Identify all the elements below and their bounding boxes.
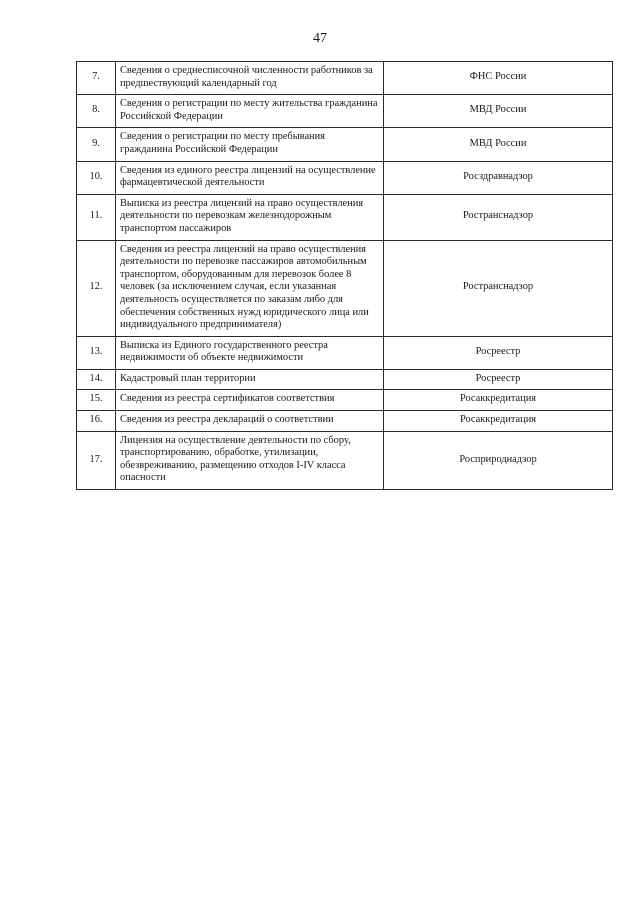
row-agency: МВД России [384,95,613,128]
row-description: Сведения из реестра лицензий на право осуществления деятельности по перевозке пассажиров автомобильным транспортом, оборудованным для перевозок более 8 человек (за исключением случая, если указанная деятельность осуществляется по заказам либо для обеспечения собственных нужд юридического лица или индивидуального предпринимателя) [116,240,384,336]
table-row [77,194,613,240]
table-row [77,240,613,336]
row-agency: Росаккредитация [384,411,613,432]
row-description: Сведения о регистрации по месту пребывания гражданина Российской Федерации [116,128,384,161]
row-description: Кадастровый план территории [116,369,384,390]
row-number: 14. [77,369,116,390]
table-row [77,411,613,432]
row-agency: Росреестр [384,369,613,390]
row-agency: Ространснадзор [384,240,613,336]
row-agency: МВД России [384,128,613,161]
row-agency: Росприроднадзор [384,431,613,489]
row-number: 17. [77,431,116,489]
row-number: 12. [77,240,116,336]
table-row [77,62,613,95]
row-number: 11. [77,194,116,240]
table-row [77,161,613,194]
row-agency: Росздравнадзор [384,161,613,194]
row-number: 10. [77,161,116,194]
row-number: 7. [77,62,116,95]
row-description: Выписка из реестра лицензий на право осуществления деятельности по перевозкам железнодорожным транспортом пассажиров [116,194,384,240]
table-row [77,369,613,390]
row-description: Сведения о регистрации по месту жительства гражданина Российской Федерации [116,95,384,128]
row-agency: ФНС России [384,62,613,95]
table-row [77,128,613,161]
row-description: Сведения о среднесписочной численности работников за предшествующий календарный год [116,62,384,95]
page-number: 47 [313,31,327,46]
row-number: 9. [77,128,116,161]
row-agency: Ространснадзор [384,194,613,240]
row-agency: Росаккредитация [384,390,613,411]
table-row [77,336,613,369]
row-agency: Росреестр [384,336,613,369]
table-row [77,390,613,411]
row-number: 16. [77,411,116,432]
row-description: Сведения из реестра сертификатов соответствия [116,390,384,411]
table-row [77,431,613,489]
row-description: Лицензия на осуществление деятельности по сбору, транспортированию, обработке, утилизации, обезвреживанию, размещению отходов I-IV класса опасности [116,431,384,489]
row-description: Выписка из Единого государственного реестра недвижимости об объекте недвижимости [116,336,384,369]
row-number: 15. [77,390,116,411]
row-description: Сведения из реестра деклараций о соответствии [116,411,384,432]
row-number: 13. [77,336,116,369]
row-number: 8. [77,95,116,128]
row-description: Сведения из единого реестра лицензий на осуществление фармацевтической деятельности [116,161,384,194]
table-row [77,95,613,128]
documents-table [76,61,613,490]
